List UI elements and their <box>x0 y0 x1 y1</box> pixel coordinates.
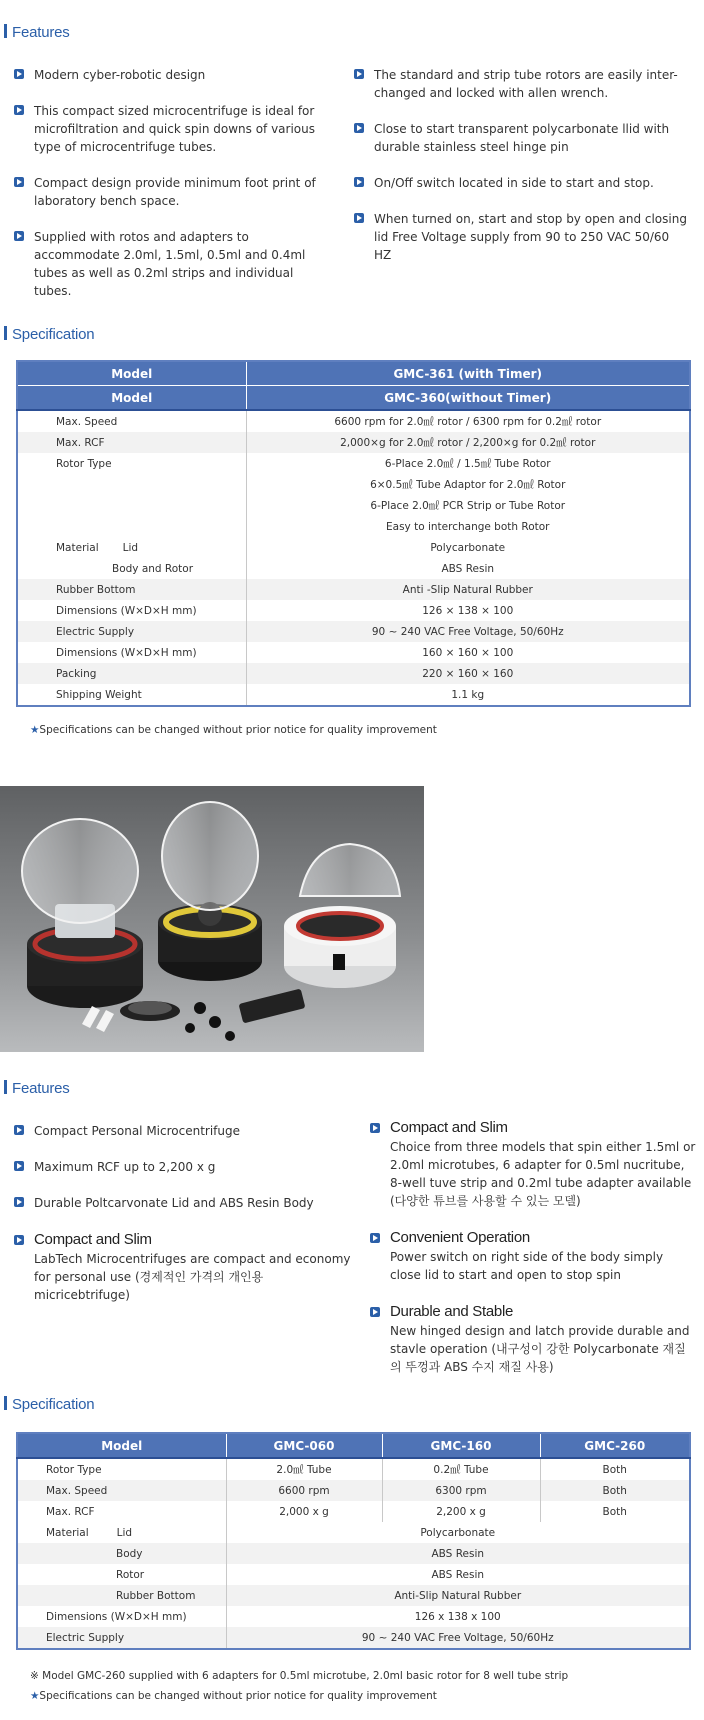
feature-item: Compact design provide minimum foot print of laboratory bench space. <box>14 174 330 210</box>
feature-item: Modern cyber-robotic design <box>14 66 330 84</box>
bullet-icon <box>370 1307 380 1317</box>
feature-item: On/Off switch located in side to start and stop. <box>354 174 690 192</box>
table-row <box>17 579 690 600</box>
bullet-icon <box>354 123 364 133</box>
feature-item: Compact and Slim LabTech Microcentrifuges are compact and economy for personal use (경제적인 가격의 개인용 micricebtrifuge) <box>14 1230 354 1304</box>
row-sublabel: Rotor <box>116 1568 145 1581</box>
bullet-icon <box>370 1233 380 1243</box>
row-value: 126 × 138 × 100 <box>246 600 690 621</box>
row-label: Rotor Type <box>46 1463 102 1476</box>
table-row <box>17 1480 690 1501</box>
row-label: Material Lid <box>46 1526 133 1539</box>
table-row <box>17 1606 690 1627</box>
features1-left <box>14 66 330 318</box>
feature-item: Supplied with rotos and adapters to accommodate 2.0ml, 1.5ml, 0.5ml and 0.4ml tubes as well as 0.2ml strips and individual tubes. <box>14 228 330 300</box>
row-value: 220 × 160 × 160 <box>246 663 690 684</box>
feature-item: Compact Personal Microcentrifuge <box>14 1122 354 1140</box>
bullet-icon <box>14 1125 24 1135</box>
row-label: Max. Speed <box>17 1480 226 1501</box>
header-model-name: GMC-361 (with Timer) <box>246 361 690 386</box>
bullet-icon <box>14 69 24 79</box>
row-value: Polycarbonate <box>226 1522 690 1543</box>
row-label <box>17 558 246 579</box>
bullet-icon <box>354 177 364 187</box>
row-label <box>17 1585 226 1606</box>
table-row <box>17 1522 690 1543</box>
feature-item: Maximum RCF up to 2,200 x g <box>14 1158 354 1176</box>
title-bar-icon <box>4 1080 7 1094</box>
row-value: 2.0㎖ Tube <box>226 1458 382 1480</box>
star-icon: ★ <box>30 1690 40 1702</box>
spec-header-row <box>17 361 690 386</box>
bullet-icon <box>14 105 24 115</box>
row-value: 90 ~ 240 VAC Free Voltage, 50/60Hz <box>226 1627 690 1649</box>
row-value: Both <box>540 1458 690 1480</box>
row-value: 6600 rpm for 2.0㎖ rotor / 6300 rpm for 0.2㎖ rotor <box>246 410 690 432</box>
header-model: Model <box>17 386 246 411</box>
row-value: 6300 rpm <box>382 1480 540 1501</box>
row-label <box>17 1564 226 1585</box>
table-row <box>17 600 690 621</box>
row-label: Packing <box>17 663 246 684</box>
bullet-icon <box>14 231 24 241</box>
row-label: Electric Supply <box>17 1627 226 1649</box>
table-row <box>17 453 690 474</box>
row-label: Dimensions (W×D×H mm) <box>56 604 197 617</box>
row-value: 126 x 138 x 100 <box>226 1606 690 1627</box>
row-label: Rubber Bottom <box>17 579 246 600</box>
header-model: Model <box>17 361 246 386</box>
bullet-icon <box>14 1197 24 1207</box>
row-label: Max. RCF <box>46 1505 95 1518</box>
feature-item: When turned on, start and stop by open and closing lid Free Voltage supply from 90 to 250 VAC 50/60 HZ <box>354 210 690 264</box>
table-row <box>17 1458 690 1480</box>
row-label <box>17 474 246 495</box>
product-photo <box>0 786 424 1052</box>
row-value: 1.1 kg <box>246 684 690 706</box>
spec-table-2 <box>16 1432 691 1650</box>
feature-item: Convenient Operation Power switch on right side of the body simply close lid to start and open to stop spin <box>370 1228 696 1284</box>
row-value: 6×0.5㎖ Tube Adaptor for 2.0㎖ Rotor <box>246 474 690 495</box>
table-row <box>17 663 690 684</box>
table-row <box>17 1501 690 1522</box>
feature-item: The standard and strip tube rotors are easily inter-changed and locked with allen wrench. <box>354 66 690 102</box>
feature-item: This compact sized microcentrifuge is ideal for microfiltration and quick spin downs of various type of microcentrifuge tubes. <box>14 102 330 156</box>
features-title-1: Features <box>4 24 70 41</box>
header-model: Model <box>17 1433 226 1458</box>
row-label: Max. Speed <box>56 415 118 428</box>
row-value: Both <box>540 1480 690 1501</box>
table-row <box>17 474 690 495</box>
spec-title-1: Specification <box>4 326 94 343</box>
row-value: Easy to interchange both Rotor <box>246 516 690 537</box>
header-model-name: GMC-360(without Timer) <box>246 386 690 411</box>
row-sublabel: Body <box>116 1547 143 1560</box>
features-title-2: Features <box>4 1080 70 1097</box>
row-value: 0.2㎖ Tube <box>382 1458 540 1480</box>
row-value: 160 × 160 × 100 <box>246 642 690 663</box>
spec-title-2: Specification <box>4 1396 94 1413</box>
spec2-note-1: ※ Model GMC-260 supplied with 6 adapters for 0.5ml microtube, 2.0ml basic rotor for 8 well tube strip <box>30 1670 569 1682</box>
table-row <box>17 1543 690 1564</box>
feature-heading: Compact and Slim <box>390 1119 508 1136</box>
row-value: Anti -Slip Natural Rubber <box>246 579 690 600</box>
row-sublabel: Rubber Bottom <box>116 1589 196 1602</box>
row-value: 90 ~ 240 VAC Free Voltage, 50/60Hz <box>246 621 690 642</box>
table-row <box>17 621 690 642</box>
row-label: Material Lid <box>56 541 139 554</box>
row-value: ABS Resin <box>246 558 690 579</box>
features1-right <box>354 66 690 282</box>
feature-item: Durable and Stable New hinged design and latch provide durable and stavle operation (내구성이 강한 Polycarbonate 재질의 뚜껑과 ABS 수지 재질 사용) <box>370 1302 696 1376</box>
bullet-icon <box>14 1235 24 1245</box>
bullet-icon <box>370 1123 380 1133</box>
header-gmc-160: GMC-160 <box>382 1433 540 1458</box>
title-bar-icon <box>4 24 7 38</box>
row-value: Anti-Slip Natural Rubber <box>226 1585 690 1606</box>
star-icon: ★ <box>30 724 40 736</box>
feature-heading: Convenient Operation <box>390 1229 530 1246</box>
row-value: 2,200 x g <box>382 1501 540 1522</box>
title-bar-icon <box>4 1396 7 1410</box>
row-value: 6600 rpm <box>226 1480 382 1501</box>
table-row <box>17 1585 690 1606</box>
features2-left <box>14 1122 354 1322</box>
table-row <box>17 1564 690 1585</box>
row-value: Polycarbonate <box>246 537 690 558</box>
row-value: 2,000×g for 2.0㎖ rotor / 2,200×g for 0.2㎖ rotor <box>246 432 690 453</box>
table-row <box>17 410 690 432</box>
row-value: 2,000 x g <box>226 1501 382 1522</box>
row-label: Dimensions (W×D×H mm) <box>56 646 197 659</box>
row-sublabel: Lid <box>116 1526 133 1539</box>
row-label <box>17 516 246 537</box>
spec-header-row <box>17 1433 690 1458</box>
table-row <box>17 684 690 706</box>
spec-table-1 <box>16 360 691 707</box>
row-value: ABS Resin <box>226 1543 690 1564</box>
features2-right <box>370 1118 696 1394</box>
title-bar-icon <box>4 326 7 340</box>
header-gmc-260: GMC-260 <box>540 1433 690 1458</box>
row-value: 6-Place 2.0㎖ PCR Strip or Tube Rotor <box>246 495 690 516</box>
row-label: Dimensions (W×D×H mm) <box>46 1610 187 1623</box>
header-gmc-060: GMC-060 <box>226 1433 382 1458</box>
row-label: Shipping Weight <box>56 688 142 701</box>
table-row <box>17 516 690 537</box>
row-sublabel: Lid <box>122 541 139 554</box>
table-row <box>17 495 690 516</box>
bullet-icon <box>354 69 364 79</box>
row-label <box>17 1543 226 1564</box>
bullet-icon <box>354 213 364 223</box>
row-label <box>17 495 246 516</box>
spec1-note: ★Specifications can be changed without prior notice for quality improvement <box>30 724 437 736</box>
table-row <box>17 642 690 663</box>
bullet-icon <box>14 177 24 187</box>
table-row <box>17 537 690 558</box>
row-sublabel: Body and Rotor <box>112 562 194 575</box>
row-value: ABS Resin <box>226 1564 690 1585</box>
feature-heading: Durable and Stable <box>390 1303 514 1320</box>
bullet-icon <box>14 1161 24 1171</box>
feature-item: Compact and Slim Choice from three models that spin either 1.5ml or 2.0ml microtubes, 6 adapter for 0.5ml nucritube, 8-well tuve strip and 0.2ml tube adapter available (다양한 튜브를 사용할 수 있는 모델) <box>370 1118 696 1210</box>
row-value: 6-Place 2.0㎖ / 1.5㎖ Tube Rotor <box>246 453 690 474</box>
row-label: Electric Supply <box>17 621 246 642</box>
row-label: Rotor Type <box>56 457 112 470</box>
table-row <box>17 558 690 579</box>
feature-item: Close to start transparent polycarbonate llid with durable stainless steel hinge pin <box>354 120 690 156</box>
spec-header-row <box>17 386 690 411</box>
table-row <box>17 1627 690 1649</box>
row-label: Max. RCF <box>17 432 246 453</box>
feature-item: Durable Poltcarvonate Lid and ABS Resin Body <box>14 1194 354 1212</box>
spec2-note-2: ★Specifications can be changed without prior notice for quality improvement <box>30 1690 437 1702</box>
table-row <box>17 432 690 453</box>
row-value: Both <box>540 1501 690 1522</box>
feature-heading: Compact and Slim <box>34 1231 152 1248</box>
